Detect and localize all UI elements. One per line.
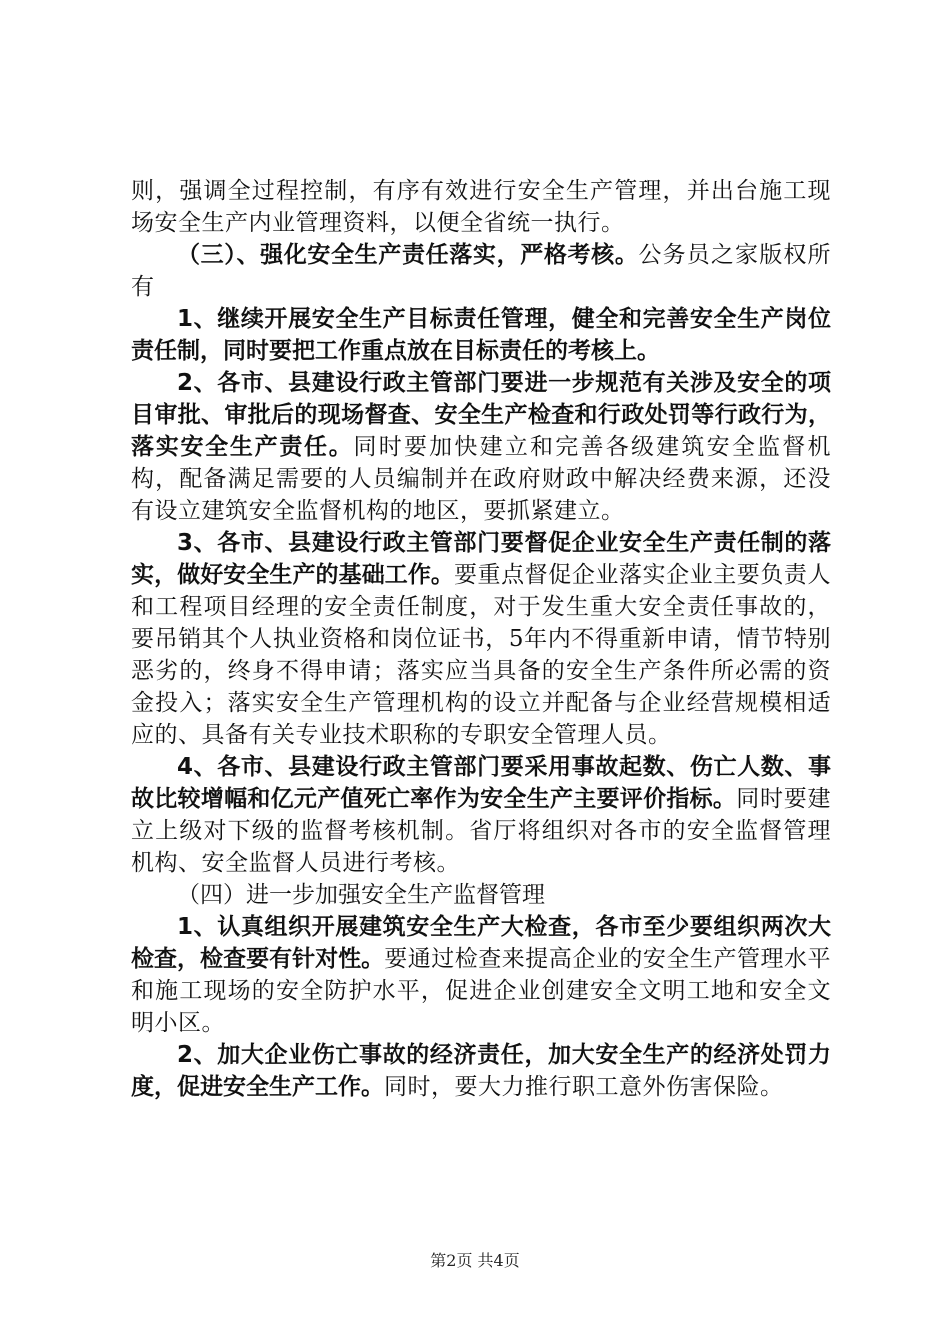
document-body	[131, 175, 831, 1103]
list-item-bold-text: 4、各市、县建设行政主管部门要采用事故起数、伤亡人数、事故比较增幅和亿元产值死亡率作为安全生产主要评价指标。	[131, 754, 831, 812]
list-item-text: 同时要加快建立和完善各级建筑安全监督机构，配备满足需要的人员编制并在政府财政中解决经费来源，还没有设立建筑安全监督机构的地区，要抓紧建立。	[131, 434, 832, 524]
section-heading-text: （四）进一步加强安全生产监督管理	[177, 882, 545, 908]
list-item-bold-text: 2、各市、县建设行政主管部门要进一步规范有关涉及安全的项目审批、审批后的现场督查、安全生产检查和行政处罚等行政行为，落实安全生产责任。	[131, 370, 831, 460]
section-heading-3	[131, 239, 831, 303]
page-number-footer: 第2页 共4页	[430, 1251, 520, 1270]
list-item-3	[131, 527, 831, 751]
list-item-5	[131, 911, 831, 1039]
list-item-bold-text: 3、各市、县建设行政主管部门要督促企业安全生产责任制的落实，做好安全生产的基础工作。	[131, 530, 831, 588]
list-item-6	[131, 1039, 831, 1103]
list-item-1	[131, 303, 831, 367]
list-item-text: 同时要建立上级对下级的监督考核机制。省厅将组织对各市的安全监督管理机构、安全监督人员进行考核。	[131, 786, 832, 876]
list-item-text: 同时，要大力推行职工意外伤害保险。	[384, 1074, 784, 1100]
list-item-2	[131, 367, 831, 527]
list-item-bold-text: 1、认真组织开展建筑安全生产大检查，各市至少要组织两次大检查，检查要有针对性。	[131, 914, 831, 972]
list-item-text: 要通过检查来提高企业的安全生产管理水平和施工现场的安全防护水平，促进企业创建安全文明工地和安全文明小区。	[131, 946, 832, 1036]
list-item-4	[131, 751, 831, 879]
section-heading-text: （三）、强化安全生产责任落实，严格考核。	[177, 242, 639, 268]
watermark-text: 公务员之家版权所有	[131, 242, 832, 300]
paragraph-text: 则，强调全过程控制，有序有效进行安全生产管理，并出台施工现场安全生产内业管理资料，以便全省统一执行。	[131, 178, 831, 236]
paragraph-continuation	[131, 175, 831, 239]
list-item-text: 要重点督促企业落实企业主要负责人和工程项目经理的安全责任制度，对于发生重大安全责任事故的，要吊销其个人执业资格和岗位证书，5年内不得重新申请，情节特别恶劣的，终身不得申请；落实应当具备的安全生产条件所必需的资金投入；落实安全生产管理机构的设立并配备与企业经营规模相适应的、具备有关专业技术职称的专职安全管理人员。	[131, 562, 832, 748]
section-heading-4	[131, 879, 831, 911]
list-item-bold-text: 1、继续开展安全生产目标责任管理，健全和完善安全生产岗位责任制，同时要把工作重点放在目标责任的考核上。	[131, 306, 831, 364]
list-item-bold-text: 2、加大企业伤亡事故的经济责任，加大安全生产的经济处罚力度，促进安全生产工作。	[131, 1042, 831, 1100]
